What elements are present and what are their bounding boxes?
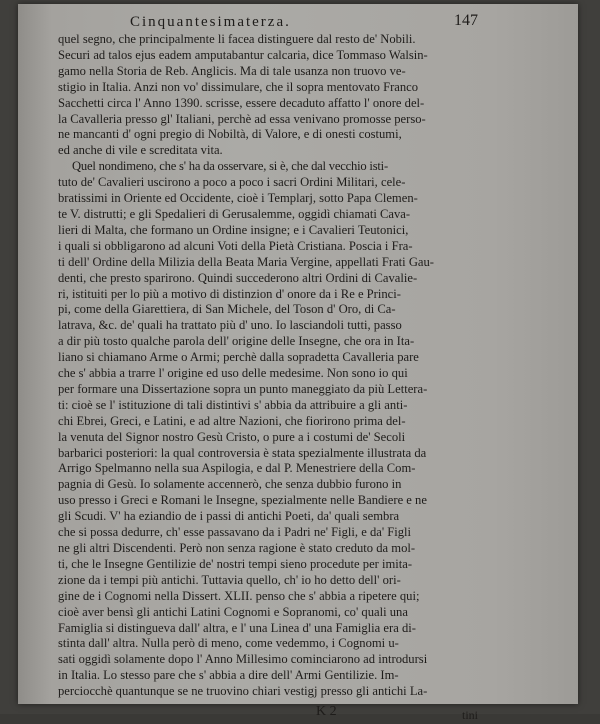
text-line: ne mancanti d' ogni pregio di Nobiltà, di Valore, e di onesti costumi, bbox=[58, 127, 402, 142]
text-line: pagnia di Gesù. Io solamente accennerò, che senza dubbio furono in bbox=[58, 477, 402, 492]
text-line: zione da i tempi più antichi. Tuttavia quello, ch' io ho detto dell' ori- bbox=[58, 572, 401, 587]
text-line: bratissimi in Oriente ed Occidente, cioè i Templarj, sotto Papa Clemen- bbox=[58, 191, 418, 206]
text-line: ti: cioè se l' istituzione di tali distintivi s' abbia da attribuire a gli anti- bbox=[58, 397, 408, 412]
text-line: Quel nondimeno, che s' ha da osservare, si è, che dal vecchio isti- bbox=[72, 159, 388, 174]
text-line: stigio in Italia. Anzi non vo' dissimulare, che il sopra mentovato Franco bbox=[58, 79, 419, 94]
text-line: lieri di Malta, che formano un Ordine insigne; e i Cavalieri Teutonici, bbox=[58, 222, 409, 237]
text-line: denti, che presto sparirono. Quindi succederono altri Ordini di Cavalie- bbox=[58, 270, 418, 285]
text-line: quel segno, che principalmente li facea distinguere dal resto de' Nobili. bbox=[58, 32, 416, 46]
text-line: cioè aver bensì gli antichi Latini Cognomi e Sopranomi, co' quali una bbox=[58, 604, 408, 619]
text-line: Securi ad talos ejus eadem amputabantur calcaria, dice Tommaso Walsin- bbox=[58, 47, 428, 62]
text-line: ri, istituiti per lo più a motivo di distinzion d' onore da i Re e Princi- bbox=[58, 286, 401, 301]
text-line: Famiglia si distingueva dall' altra, e l' una Linea d' una Famiglia era di- bbox=[58, 620, 416, 635]
text-line: in Italia. Lo stesso pare che s' abbia a dire dell' Armi Gentilizie. Im- bbox=[58, 668, 399, 683]
text-line: te V. distrutti; e gli Spedalieri di Gerusalemme, oggidì chiamati Cava- bbox=[58, 206, 411, 221]
page-footer bbox=[58, 702, 478, 724]
text-line: i quali si obbligarono ad alcuni Voti della Pietà Cristiana. Poscia i Fra- bbox=[58, 238, 413, 253]
text-line: a dir più tosto qualche parola dell' origine delle Insegne, che ora in Ita- bbox=[58, 334, 415, 349]
text-line: ed anche di vile e screditata vita. bbox=[58, 143, 223, 158]
text-line: gli Scudi. V' ha eziandio de i passi di antichi Poeti, da' quali sembra bbox=[58, 509, 400, 524]
page-content bbox=[58, 10, 478, 724]
page-header bbox=[58, 10, 478, 32]
body-text bbox=[58, 32, 478, 700]
text-line: ne gli altri Discendenti. Però non senza ragione è stato creduto da mol- bbox=[58, 541, 416, 555]
text-line: uso presso i Greci e Romani le Insegne, spezialmente nelle Bandiere e ne bbox=[58, 493, 427, 508]
text-line: la Cavalleria presso gl' Italiani, perchè ad essa venivano promosse perso- bbox=[58, 111, 426, 126]
text-line: chi Ebrei, Greci, e Latini, e ad altre Nazioni, che fiorirono prima del- bbox=[58, 413, 406, 428]
page-number: 147 bbox=[454, 12, 478, 29]
text-line: stinta dall' altra. Nulla però di meno, come vedemmo, i Cognomi u- bbox=[58, 636, 399, 651]
text-line: sati oggidì solamente dopo l' Anno Millesimo cominciarono ad introdursi bbox=[58, 652, 428, 667]
text-line: Sacchetti circa l' Anno 1390. scrisse, essere decaduto affatto l' onore del- bbox=[58, 95, 425, 110]
catchword: tini bbox=[461, 708, 478, 723]
book-page bbox=[18, 4, 578, 723]
text-line: per formare una Dissertazione sopra un punto maneggiato da più Lettera- bbox=[58, 381, 428, 396]
text-line: liano si chiamano Arme o Armi; perchè dalla sopradetta Cavalleria pare bbox=[58, 350, 419, 365]
text-line: la venuta del Signor nostro Gesù Cristo, o pure a i costumi de' Secoli bbox=[58, 429, 406, 444]
text-line: tuto de' Cavalieri uscirono a poco a poco i sacri Ordini Militari, cele- bbox=[58, 175, 406, 190]
text-line: ti, che le Insegne Gentilizie de' nostri tempi sieno procedute per imita- bbox=[58, 556, 413, 571]
text-line: Arrigo Spelmanno nella sua Aspilogia, e dal P. Menestriere della Com- bbox=[58, 461, 416, 476]
text-line: che si possa dedurre, ch' esse passavano da i Padri ne' Figli, e da' Figli bbox=[58, 525, 412, 540]
text-line: gine de i Cognomi nella Dissert. XLII. penso che s' abbia a ripetere qui; bbox=[58, 588, 420, 603]
text-line: ti dell' Ordine della Milizia della Beata Maria Vergine, appellati Frati Gau- bbox=[58, 254, 434, 269]
text-line: pi, come della Giarettiera, di San Michele, del Toson d' Oro, di Ca- bbox=[58, 302, 396, 317]
text-line: barbarici posteriori: la qual controversia è stata spezialmente illustrata da bbox=[58, 445, 427, 460]
text-line: gamo nella Storia de Reb. Anglicis. Ma di tale usanza non truovo ve- bbox=[58, 63, 406, 78]
text-line: latrava, &c. de' quali ha trattato più d' uno. Io lasciandoli tutti, passo bbox=[58, 318, 402, 333]
text-line: perciocchè quantunque se ne truovino chiari vestigj presso gli antichi La- bbox=[58, 684, 428, 699]
running-title: Cinquantesimaterza. bbox=[130, 14, 291, 30]
signature-mark: K 2 bbox=[316, 704, 337, 720]
text-line: che s' abbia a trarre l' origine ed uso delle medesime. Non sono io qui bbox=[58, 366, 408, 381]
